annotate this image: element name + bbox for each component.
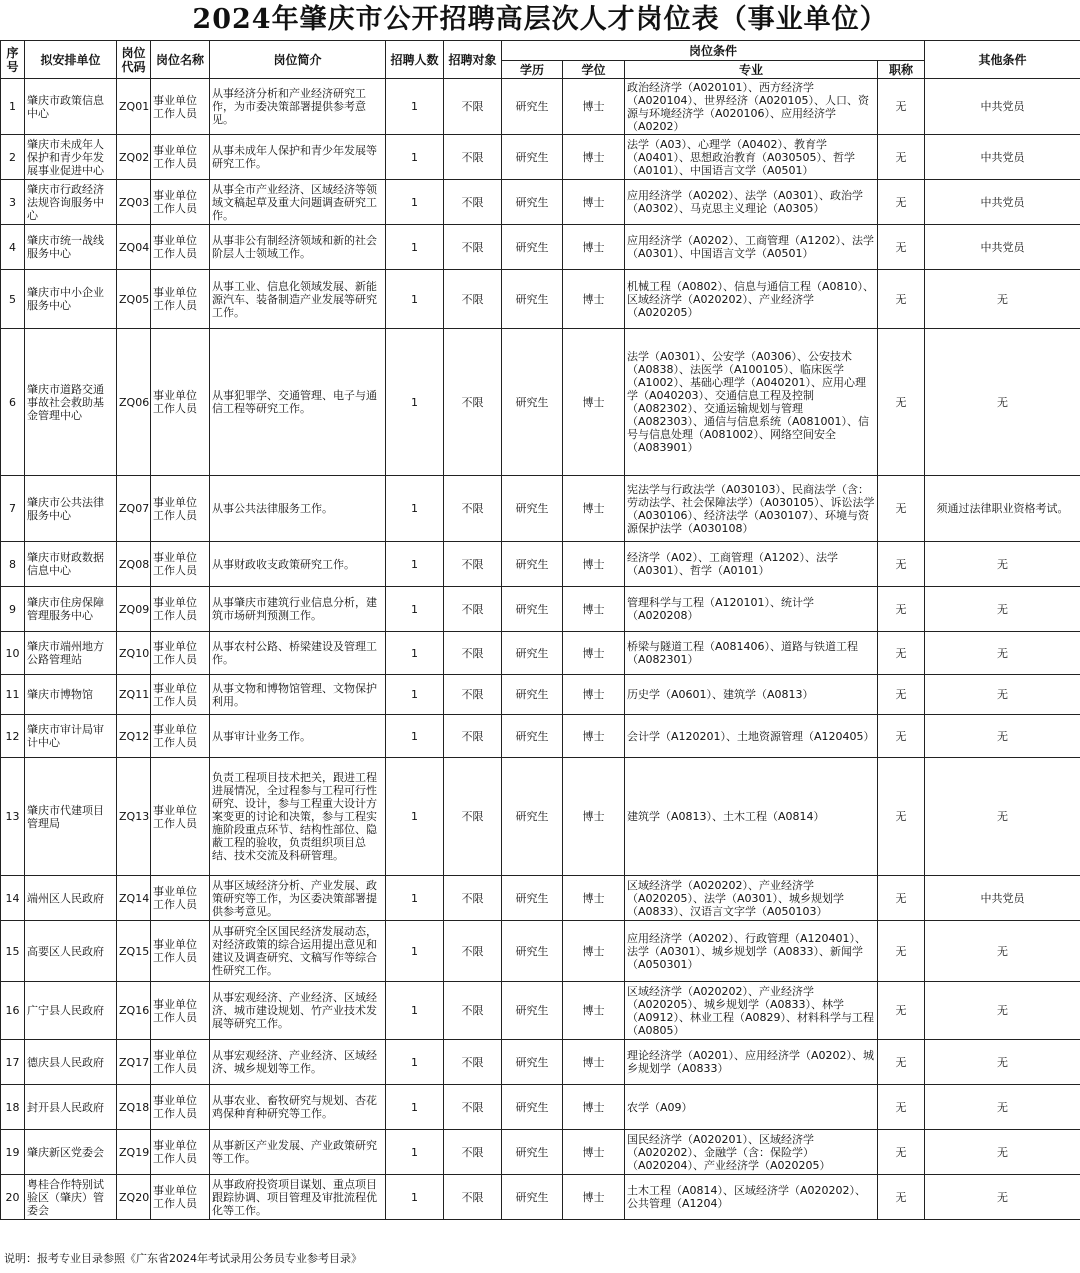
table-row bbox=[1, 715, 1080, 758]
row-count: 1 bbox=[386, 329, 444, 476]
row-edu: 研究生 bbox=[502, 1085, 563, 1130]
row-other: 中共党员 bbox=[925, 79, 1080, 135]
row-rank: 无 bbox=[878, 758, 925, 876]
table-row bbox=[1, 476, 1080, 542]
row-other: 无 bbox=[925, 921, 1080, 982]
table-row bbox=[1, 1175, 1080, 1220]
row-count: 1 bbox=[386, 270, 444, 329]
row-rank: 无 bbox=[878, 542, 925, 587]
row-degree: 博士 bbox=[563, 180, 625, 225]
row-intro: 从事工业、信息化领域发展、新能源汽车、装备制造产业发展等研究工作。 bbox=[210, 270, 386, 329]
row-intro: 从事非公有制经济领域和新的社会阶层人士领域工作。 bbox=[210, 225, 386, 270]
row-intro: 从事未成年人保护和青少年发展等研究工作。 bbox=[210, 135, 386, 180]
row-code: ZQ02 bbox=[117, 135, 151, 180]
row-other: 无 bbox=[925, 758, 1080, 876]
row-seq: 13 bbox=[1, 758, 25, 876]
row-intro: 负责工程项目技术把关，跟进工程进展情况，全过程参与工程可行性研究、设计，参与工程重大设计方案变更的讨论和决策，参与工程实施阶段重点环节、结构性部位、隐蔽工程的验收，负责组织项目总结、技术交流及科研管理。 bbox=[210, 758, 386, 876]
row-edu: 研究生 bbox=[502, 225, 563, 270]
header-row-1 bbox=[1, 41, 1080, 61]
row-degree: 博士 bbox=[563, 758, 625, 876]
row-seq: 14 bbox=[1, 876, 25, 921]
row-major: 国民经济学（A020201）、区域经济学（A020202）、金融学（含：保险学）（A020204）、产业经济学（A020205） bbox=[625, 1130, 878, 1175]
table-row bbox=[1, 632, 1080, 675]
header-count: 招聘人数 bbox=[386, 41, 444, 79]
row-other: 无 bbox=[925, 270, 1080, 329]
row-major: 会计学（A120201）、土地资源管理（A120405） bbox=[625, 715, 878, 758]
row-position-name: 事业单位工作人员 bbox=[151, 715, 210, 758]
header-conditions: 岗位条件 bbox=[502, 41, 925, 61]
header-major: 专业 bbox=[625, 61, 878, 79]
header-name: 岗位名称 bbox=[151, 41, 210, 79]
row-count: 1 bbox=[386, 587, 444, 632]
row-rank: 无 bbox=[878, 982, 925, 1040]
row-position-name: 事业单位工作人员 bbox=[151, 1175, 210, 1220]
row-position-name: 事业单位工作人员 bbox=[151, 1040, 210, 1085]
row-degree: 博士 bbox=[563, 135, 625, 180]
row-rank: 无 bbox=[878, 921, 925, 982]
row-code: ZQ12 bbox=[117, 715, 151, 758]
row-seq: 7 bbox=[1, 476, 25, 542]
row-seq: 20 bbox=[1, 1175, 25, 1220]
row-target: 不限 bbox=[444, 542, 502, 587]
table-row bbox=[1, 329, 1080, 476]
row-rank: 无 bbox=[878, 1040, 925, 1085]
row-code: ZQ10 bbox=[117, 632, 151, 675]
row-edu: 研究生 bbox=[502, 180, 563, 225]
row-seq: 2 bbox=[1, 135, 25, 180]
row-major: 应用经济学（A0202）、法学（A0301）、政治学（A0302）、马克思主义理论（A0305） bbox=[625, 180, 878, 225]
row-other: 无 bbox=[925, 1175, 1080, 1220]
row-unit: 肇庆市住房保障管理服务中心 bbox=[25, 587, 117, 632]
row-major: 法学（A0301）、公安学（A0306）、公安技术（A0838）、法医学（A100105）、临床医学（A1002）、基础心理学（A040201）、应用心理学（A040203）、交通信息工程及控制（A082302）、交通运输规划与管理（A082303）、通信与信息系统（A081001）、信号与信息处理（A081002）、网络空间安全（A083901） bbox=[625, 329, 878, 476]
row-unit: 粤桂合作特别试验区（肇庆）管委会 bbox=[25, 1175, 117, 1220]
row-seq: 10 bbox=[1, 632, 25, 675]
row-seq: 4 bbox=[1, 225, 25, 270]
row-count: 1 bbox=[386, 476, 444, 542]
row-seq: 11 bbox=[1, 675, 25, 715]
row-major: 区域经济学（A020202）、产业经济学（A020205）、法学（A0301）、城乡规划学（A0833）、汉语言文字学（A050103） bbox=[625, 876, 878, 921]
row-code: ZQ08 bbox=[117, 542, 151, 587]
row-position-name: 事业单位工作人员 bbox=[151, 476, 210, 542]
row-position-name: 事业单位工作人员 bbox=[151, 542, 210, 587]
row-intro: 从事肇庆市建筑行业信息分析，建筑市场研判预测工作。 bbox=[210, 587, 386, 632]
row-count: 1 bbox=[386, 715, 444, 758]
row-degree: 博士 bbox=[563, 587, 625, 632]
row-seq: 16 bbox=[1, 982, 25, 1040]
row-major: 桥梁与隧道工程（A081406）、道路与铁道工程（A082301） bbox=[625, 632, 878, 675]
row-count: 1 bbox=[386, 758, 444, 876]
row-major: 土木工程（A0814）、区域经济学（A020202）、公共管理（A1204） bbox=[625, 1175, 878, 1220]
row-degree: 博士 bbox=[563, 1040, 625, 1085]
row-other: 无 bbox=[925, 542, 1080, 587]
row-edu: 研究生 bbox=[502, 79, 563, 135]
row-count: 1 bbox=[386, 1085, 444, 1130]
row-major: 理论经济学（A0201）、应用经济学（A0202）、城乡规划学（A0833） bbox=[625, 1040, 878, 1085]
table-row bbox=[1, 1130, 1080, 1175]
row-major: 政治经济学（A020101）、西方经济学（A020104）、世界经济（A020105）、人口、资源与环境经济学（A020106）、应用经济学（A0202） bbox=[625, 79, 878, 135]
row-edu: 研究生 bbox=[502, 1040, 563, 1085]
row-target: 不限 bbox=[444, 632, 502, 675]
row-edu: 研究生 bbox=[502, 632, 563, 675]
row-edu: 研究生 bbox=[502, 982, 563, 1040]
footnote: 说明：报考专业目录参照《广东省2024年考试录用公务员专业参考目录》 bbox=[4, 1252, 362, 1265]
row-target: 不限 bbox=[444, 180, 502, 225]
row-position-name: 事业单位工作人员 bbox=[151, 632, 210, 675]
row-unit: 肇庆市道路交通事故社会救助基金管理中心 bbox=[25, 329, 117, 476]
header-rank: 职称 bbox=[878, 61, 925, 79]
row-edu: 研究生 bbox=[502, 876, 563, 921]
header-intro: 岗位简介 bbox=[210, 41, 386, 79]
row-code: ZQ09 bbox=[117, 587, 151, 632]
row-target: 不限 bbox=[444, 135, 502, 180]
row-code: ZQ05 bbox=[117, 270, 151, 329]
row-target: 不限 bbox=[444, 876, 502, 921]
row-count: 1 bbox=[386, 79, 444, 135]
table-row bbox=[1, 180, 1080, 225]
row-code: ZQ06 bbox=[117, 329, 151, 476]
row-major: 区域经济学（A020202）、产业经济学（A020205）、城乡规划学（A0833）、林学（A0912）、林业工程（A0829）、材料科学与工程（A0805） bbox=[625, 982, 878, 1040]
header-other: 其他条件 bbox=[925, 41, 1080, 79]
row-intro: 从事财政收支政策研究工作。 bbox=[210, 542, 386, 587]
row-intro: 从事农业、畜牧研究与规划、杏花鸡保种育种研究等工作。 bbox=[210, 1085, 386, 1130]
row-position-name: 事业单位工作人员 bbox=[151, 982, 210, 1040]
row-target: 不限 bbox=[444, 476, 502, 542]
row-seq: 18 bbox=[1, 1085, 25, 1130]
row-major: 历史学（A0601）、建筑学（A0813） bbox=[625, 675, 878, 715]
row-unit: 肇庆市财政数据信息中心 bbox=[25, 542, 117, 587]
row-unit: 封开县人民政府 bbox=[25, 1085, 117, 1130]
row-count: 1 bbox=[386, 135, 444, 180]
row-major: 农学（A09） bbox=[625, 1085, 878, 1130]
header-unit: 拟安排单位 bbox=[25, 41, 117, 79]
table-row bbox=[1, 79, 1080, 135]
row-count: 1 bbox=[386, 632, 444, 675]
row-major: 管理科学与工程（A120101）、统计学（A020208） bbox=[625, 587, 878, 632]
row-other: 无 bbox=[925, 675, 1080, 715]
row-major: 经济学（A02）、工商管理（A1202）、法学（A0301）、哲学（A0101） bbox=[625, 542, 878, 587]
row-intro: 从事经济分析和产业经济研究工作，为市委决策部署提供参考意见。 bbox=[210, 79, 386, 135]
page-title: 2024年肇庆市公开招聘高层次人才岗位表（事业单位） bbox=[192, 4, 888, 35]
row-major: 机械工程（A0802）、信息与通信工程（A0810）、区域经济学（A020202）、产业经济学（A020205） bbox=[625, 270, 878, 329]
row-unit: 肇庆市行政经济法规咨询服务中心 bbox=[25, 180, 117, 225]
table-row bbox=[1, 270, 1080, 329]
row-degree: 博士 bbox=[563, 542, 625, 587]
row-count: 1 bbox=[386, 921, 444, 982]
row-target: 不限 bbox=[444, 270, 502, 329]
row-edu: 研究生 bbox=[502, 135, 563, 180]
row-unit: 肇庆新区党委会 bbox=[25, 1130, 117, 1175]
row-unit: 肇庆市中小企业服务中心 bbox=[25, 270, 117, 329]
row-position-name: 事业单位工作人员 bbox=[151, 758, 210, 876]
row-intro: 从事研究全区国民经济发展动态，对经济政策的综合运用提出意见和建议及调查研究、文稿写作等综合性研究工作。 bbox=[210, 921, 386, 982]
row-target: 不限 bbox=[444, 921, 502, 982]
row-major: 应用经济学（A0202）、工商管理（A1202）、法学（A0301）、中国语言文学（A0501） bbox=[625, 225, 878, 270]
row-seq: 3 bbox=[1, 180, 25, 225]
row-code: ZQ16 bbox=[117, 982, 151, 1040]
row-unit: 高要区人民政府 bbox=[25, 921, 117, 982]
row-intro: 从事宏观经济、产业经济、区域经济、城市建设规划、竹产业技术发展等研究工作。 bbox=[210, 982, 386, 1040]
row-count: 1 bbox=[386, 180, 444, 225]
header-seq: 序号 bbox=[1, 41, 25, 79]
row-rank: 无 bbox=[878, 715, 925, 758]
row-edu: 研究生 bbox=[502, 758, 563, 876]
row-count: 1 bbox=[386, 1040, 444, 1085]
row-unit: 肇庆市端州地方公路管理站 bbox=[25, 632, 117, 675]
row-count: 1 bbox=[386, 542, 444, 587]
row-other: 中共党员 bbox=[925, 876, 1080, 921]
row-other: 中共党员 bbox=[925, 225, 1080, 270]
row-count: 1 bbox=[386, 225, 444, 270]
row-target: 不限 bbox=[444, 79, 502, 135]
row-position-name: 事业单位工作人员 bbox=[151, 1130, 210, 1175]
row-unit: 广宁县人民政府 bbox=[25, 982, 117, 1040]
table-row bbox=[1, 921, 1080, 982]
row-intro: 从事犯罪学、交通管理、电子与通信工程等研究工作。 bbox=[210, 329, 386, 476]
row-position-name: 事业单位工作人员 bbox=[151, 675, 210, 715]
row-degree: 博士 bbox=[563, 982, 625, 1040]
row-target: 不限 bbox=[444, 1175, 502, 1220]
row-other: 无 bbox=[925, 329, 1080, 476]
row-target: 不限 bbox=[444, 715, 502, 758]
row-rank: 无 bbox=[878, 79, 925, 135]
row-edu: 研究生 bbox=[502, 1130, 563, 1175]
row-position-name: 事业单位工作人员 bbox=[151, 587, 210, 632]
row-edu: 研究生 bbox=[502, 587, 563, 632]
row-seq: 8 bbox=[1, 542, 25, 587]
row-rank: 无 bbox=[878, 225, 925, 270]
row-other: 无 bbox=[925, 982, 1080, 1040]
row-edu: 研究生 bbox=[502, 1175, 563, 1220]
row-unit: 肇庆市政策信息中心 bbox=[25, 79, 117, 135]
row-target: 不限 bbox=[444, 225, 502, 270]
row-degree: 博士 bbox=[563, 632, 625, 675]
row-unit: 肇庆市统一战线服务中心 bbox=[25, 225, 117, 270]
row-intro: 从事农村公路、桥梁建设及管理工作。 bbox=[210, 632, 386, 675]
row-position-name: 事业单位工作人员 bbox=[151, 79, 210, 135]
row-rank: 无 bbox=[878, 1085, 925, 1130]
row-edu: 研究生 bbox=[502, 270, 563, 329]
row-seq: 6 bbox=[1, 329, 25, 476]
row-target: 不限 bbox=[444, 587, 502, 632]
row-unit: 肇庆市未成年人保护和青少年发展事业促进中心 bbox=[25, 135, 117, 180]
table-row bbox=[1, 542, 1080, 587]
row-target: 不限 bbox=[444, 982, 502, 1040]
row-seq: 19 bbox=[1, 1130, 25, 1175]
row-count: 1 bbox=[386, 982, 444, 1040]
row-rank: 无 bbox=[878, 476, 925, 542]
table-row bbox=[1, 876, 1080, 921]
row-target: 不限 bbox=[444, 1130, 502, 1175]
row-target: 不限 bbox=[444, 675, 502, 715]
row-degree: 博士 bbox=[563, 1085, 625, 1130]
table-row bbox=[1, 675, 1080, 715]
row-seq: 5 bbox=[1, 270, 25, 329]
row-unit: 端州区人民政府 bbox=[25, 876, 117, 921]
row-major: 应用经济学（A0202）、行政管理（A120401）、法学（A0301）、城乡规划学（A0833）、新闻学（A050301） bbox=[625, 921, 878, 982]
row-unit: 肇庆市代建项目管理局 bbox=[25, 758, 117, 876]
row-rank: 无 bbox=[878, 180, 925, 225]
row-intro: 从事公共法律服务工作。 bbox=[210, 476, 386, 542]
row-degree: 博士 bbox=[563, 329, 625, 476]
row-seq: 17 bbox=[1, 1040, 25, 1085]
row-code: ZQ17 bbox=[117, 1040, 151, 1085]
table-row bbox=[1, 1040, 1080, 1085]
table-row bbox=[1, 587, 1080, 632]
row-major: 建筑学（A0813）、土木工程（A0814） bbox=[625, 758, 878, 876]
row-edu: 研究生 bbox=[502, 715, 563, 758]
row-intro: 从事宏观经济、产业经济、区域经济、城乡规划等工作。 bbox=[210, 1040, 386, 1085]
row-code: ZQ19 bbox=[117, 1130, 151, 1175]
table-row bbox=[1, 135, 1080, 180]
row-degree: 博士 bbox=[563, 715, 625, 758]
row-code: ZQ14 bbox=[117, 876, 151, 921]
row-degree: 博士 bbox=[563, 476, 625, 542]
row-rank: 无 bbox=[878, 270, 925, 329]
row-position-name: 事业单位工作人员 bbox=[151, 1085, 210, 1130]
row-other: 无 bbox=[925, 1085, 1080, 1130]
row-degree: 博士 bbox=[563, 79, 625, 135]
row-code: ZQ11 bbox=[117, 675, 151, 715]
row-rank: 无 bbox=[878, 675, 925, 715]
row-position-name: 事业单位工作人员 bbox=[151, 225, 210, 270]
row-code: ZQ03 bbox=[117, 180, 151, 225]
row-degree: 博士 bbox=[563, 270, 625, 329]
header-code: 岗位代码 bbox=[117, 41, 151, 79]
row-position-name: 事业单位工作人员 bbox=[151, 329, 210, 476]
row-degree: 博士 bbox=[563, 1175, 625, 1220]
table-row bbox=[1, 758, 1080, 876]
row-count: 1 bbox=[386, 675, 444, 715]
row-other: 中共党员 bbox=[925, 135, 1080, 180]
row-count: 1 bbox=[386, 876, 444, 921]
row-seq: 15 bbox=[1, 921, 25, 982]
row-rank: 无 bbox=[878, 135, 925, 180]
row-intro: 从事全市产业经济、区域经济等领域文稿起草及重大问题调查研究工作。 bbox=[210, 180, 386, 225]
row-target: 不限 bbox=[444, 1040, 502, 1085]
row-position-name: 事业单位工作人员 bbox=[151, 270, 210, 329]
row-edu: 研究生 bbox=[502, 921, 563, 982]
row-other: 无 bbox=[925, 1040, 1080, 1085]
row-code: ZQ04 bbox=[117, 225, 151, 270]
row-code: ZQ07 bbox=[117, 476, 151, 542]
row-unit: 肇庆市公共法律服务中心 bbox=[25, 476, 117, 542]
row-other: 无 bbox=[925, 1130, 1080, 1175]
positions-table bbox=[0, 40, 1080, 1220]
row-position-name: 事业单位工作人员 bbox=[151, 876, 210, 921]
row-unit: 肇庆市审计局审计中心 bbox=[25, 715, 117, 758]
row-count: 1 bbox=[386, 1175, 444, 1220]
row-degree: 博士 bbox=[563, 876, 625, 921]
row-unit: 肇庆市博物馆 bbox=[25, 675, 117, 715]
row-position-name: 事业单位工作人员 bbox=[151, 135, 210, 180]
row-code: ZQ18 bbox=[117, 1085, 151, 1130]
table-row bbox=[1, 225, 1080, 270]
row-major: 法学（A03）、心理学（A0402）、教育学（A0401）、思想政治教育（A030505）、哲学（A0101）、中国语言文学（A0501） bbox=[625, 135, 878, 180]
row-edu: 研究生 bbox=[502, 675, 563, 715]
row-other: 中共党员 bbox=[925, 180, 1080, 225]
row-rank: 无 bbox=[878, 329, 925, 476]
row-seq: 12 bbox=[1, 715, 25, 758]
row-other: 无 bbox=[925, 587, 1080, 632]
row-other: 无 bbox=[925, 632, 1080, 675]
table-row bbox=[1, 982, 1080, 1040]
row-target: 不限 bbox=[444, 1085, 502, 1130]
header-degree: 学位 bbox=[563, 61, 625, 79]
row-rank: 无 bbox=[878, 1175, 925, 1220]
row-code: ZQ15 bbox=[117, 921, 151, 982]
row-code: ZQ01 bbox=[117, 79, 151, 135]
row-seq: 1 bbox=[1, 79, 25, 135]
row-degree: 博士 bbox=[563, 225, 625, 270]
row-intro: 从事审计业务工作。 bbox=[210, 715, 386, 758]
row-degree: 博士 bbox=[563, 675, 625, 715]
table-row bbox=[1, 1085, 1080, 1130]
row-target: 不限 bbox=[444, 329, 502, 476]
row-count: 1 bbox=[386, 1130, 444, 1175]
row-edu: 研究生 bbox=[502, 329, 563, 476]
row-intro: 从事新区产业发展、产业政策研究等工作。 bbox=[210, 1130, 386, 1175]
row-edu: 研究生 bbox=[502, 542, 563, 587]
row-degree: 博士 bbox=[563, 1130, 625, 1175]
row-rank: 无 bbox=[878, 587, 925, 632]
row-code: ZQ13 bbox=[117, 758, 151, 876]
row-intro: 从事文物和博物馆管理、文物保护利用。 bbox=[210, 675, 386, 715]
row-major: 宪法学与行政法学（A030103）、民商法学（含：劳动法学、社会保障法学）（A030105）、诉讼法学（A030106）、经济法学（A030107）、环境与资源保护法学（A030108） bbox=[625, 476, 878, 542]
row-rank: 无 bbox=[878, 1130, 925, 1175]
row-edu: 研究生 bbox=[502, 476, 563, 542]
row-position-name: 事业单位工作人员 bbox=[151, 921, 210, 982]
header-target: 招聘对象 bbox=[444, 41, 502, 79]
row-position-name: 事业单位工作人员 bbox=[151, 180, 210, 225]
row-seq: 9 bbox=[1, 587, 25, 632]
row-other: 须通过法律职业资格考试。 bbox=[925, 476, 1080, 542]
header-edu: 学历 bbox=[502, 61, 563, 79]
row-code: ZQ20 bbox=[117, 1175, 151, 1220]
row-intro: 从事区域经济分析、产业发展、政策研究等工作，为区委决策部署提供参考意见。 bbox=[210, 876, 386, 921]
row-rank: 无 bbox=[878, 876, 925, 921]
row-other: 无 bbox=[925, 715, 1080, 758]
row-unit: 德庆县人民政府 bbox=[25, 1040, 117, 1085]
row-target: 不限 bbox=[444, 758, 502, 876]
row-degree: 博士 bbox=[563, 921, 625, 982]
row-rank: 无 bbox=[878, 632, 925, 675]
row-intro: 从事政府投资项目谋划、重点项目跟踪协调、项目管理及审批流程优化等工作。 bbox=[210, 1175, 386, 1220]
